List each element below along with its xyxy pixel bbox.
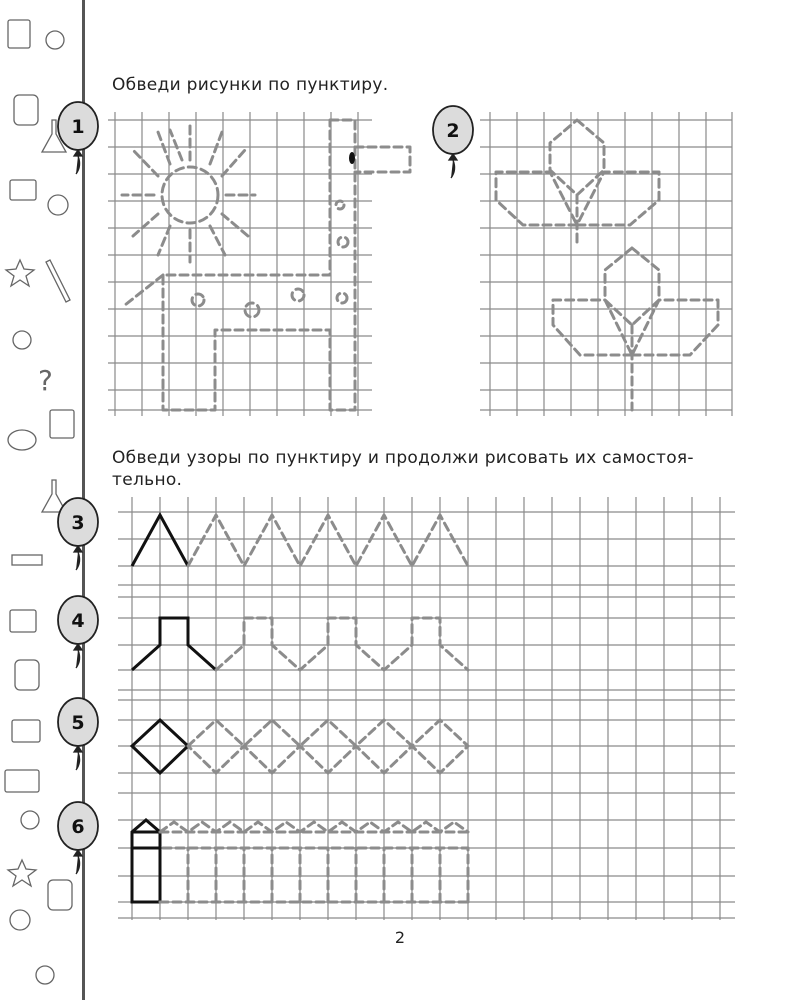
balloon-2 [433,106,473,178]
grid-task-3 [118,512,735,585]
balloon-4 [58,596,98,668]
balloon-1-label: 1 [71,116,85,138]
flower-dashed-drawing [496,120,718,410]
balloon-6 [58,802,98,874]
giraffe-dashed-drawing [125,120,410,410]
grid-task-5 [118,700,735,793]
instruction-task-2-line-2: тельно. [112,470,183,490]
giraffe-eye [349,152,355,164]
question-mark-icon: ? [38,364,53,397]
pattern-6-pencils [132,820,468,902]
balloon-5-label: 5 [71,712,85,734]
balloon-1 [58,102,98,174]
balloon-5 [58,698,98,770]
instruction-task-1: Обведи рисунки по пунктиру. [112,75,389,95]
grid-verticals-patterns [132,497,720,920]
balloon-3-label: 3 [71,512,85,534]
balloon-2-label: 2 [446,120,460,142]
grid-task-2 [480,112,732,416]
balloon-4-label: 4 [71,610,85,632]
page-number: 2 [394,928,406,947]
grid-task-4 [118,597,735,690]
balloon-6-label: 6 [71,816,85,838]
balloon-3 [58,498,98,570]
instruction-task-2-line-1: Обведи узоры по пунктиру и продолжи рисовать их самостоя- [112,448,694,468]
